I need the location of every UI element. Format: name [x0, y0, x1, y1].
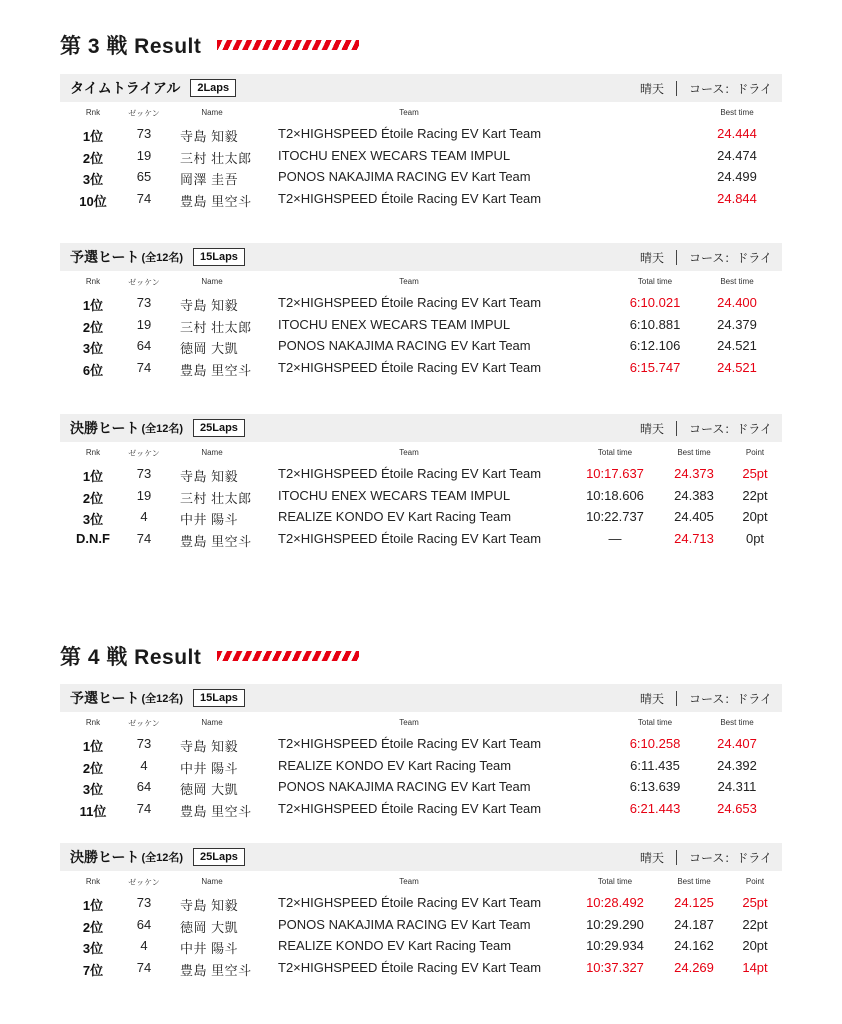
- cell-best: 24.392: [717, 757, 757, 773]
- cell-total: ―: [608, 530, 622, 546]
- participant-count: (全12名): [141, 423, 184, 435]
- cell-name: 中井 陽斗: [180, 941, 239, 956]
- cell-rank: 3位: [82, 512, 104, 527]
- round-title: [60, 641, 359, 671]
- laps-badge: 15Laps: [193, 248, 245, 266]
- header-num: ゼッケン: [128, 278, 160, 287]
- cell-num: 74: [136, 359, 152, 375]
- result-section: [60, 684, 782, 820]
- header-name: Name: [201, 718, 223, 727]
- cell-rank: 2位: [82, 919, 104, 935]
- cell-point: 22pt: [742, 487, 768, 503]
- header-team: Team: [399, 718, 419, 727]
- cell-total: 10:37.327: [586, 959, 644, 975]
- cell-num: 73: [136, 466, 152, 481]
- cell-team: PONOS NAKAJIMA RACING EV Kart Team: [278, 169, 531, 184]
- cell-team: REALIZE KONDO EV Kart Racing Team: [278, 757, 512, 773]
- header-point: Point: [745, 448, 765, 457]
- cell-rank: 3位: [82, 341, 104, 356]
- header-rank: Rnk: [85, 277, 101, 286]
- cell-rank: 3位: [82, 172, 104, 187]
- section-name: タイムトライアル: [70, 80, 181, 96]
- cell-best: 24.311: [717, 779, 757, 794]
- cell-rank: 1位: [82, 129, 104, 144]
- cell-rank: 1位: [82, 739, 104, 754]
- cell-best: 24.444: [717, 126, 757, 141]
- section-name: 予選ヒート: [70, 249, 140, 265]
- table-row: [60, 124, 782, 146]
- cell-team: PONOS NAKAJIMA RACING EV Kart Team: [278, 916, 531, 932]
- cell-name: 三村 壮太郎: [180, 490, 252, 506]
- cell-total: 10:17.637: [586, 466, 644, 481]
- course-condition: コース：ドライ: [688, 81, 772, 96]
- cell-rank: 1位: [82, 898, 104, 913]
- cell-point: 14pt: [742, 959, 768, 975]
- decorative-stripes: [217, 40, 359, 50]
- cell-rank: 1位: [82, 298, 104, 313]
- divider: [676, 691, 677, 706]
- round-heading: 第 4 戦 Result: [60, 646, 202, 669]
- cell-team: T2×HIGHSPEED Étoile Racing EV Kart Team: [278, 530, 542, 546]
- table-row: [60, 315, 782, 337]
- conditions: [640, 684, 772, 712]
- cell-total: 6:10.258: [629, 736, 681, 751]
- cell-total: 6:11.435: [630, 757, 680, 773]
- table-row: [60, 167, 782, 189]
- cell-num: 73: [136, 895, 152, 910]
- weather: 晴天: [639, 250, 664, 265]
- cell-num: 64: [136, 779, 152, 794]
- divider: [676, 81, 677, 96]
- table-row: [60, 336, 782, 358]
- cell-team: REALIZE KONDO EV Kart Racing Team: [278, 938, 512, 953]
- cell-name: 豊島 里空斗: [180, 193, 252, 209]
- cell-team: T2×HIGHSPEED Étoile Racing EV Kart Team: [278, 466, 542, 481]
- cell-team: REALIZE KONDO EV Kart Racing Team: [278, 509, 512, 524]
- table-row: [60, 958, 782, 980]
- cell-total: 10:18.606: [586, 487, 644, 503]
- laps-badge: 15Laps: [193, 689, 245, 707]
- cell-name: 中井 陽斗: [180, 760, 239, 776]
- result-rows: [60, 734, 782, 820]
- cell-best: 24.844: [717, 190, 757, 206]
- participant-count: (全12名): [141, 693, 184, 705]
- cell-team: ITOCHU ENEX WECARS TEAM IMPUL: [278, 147, 511, 163]
- cell-num: 19: [136, 147, 152, 163]
- header-total: Total time: [637, 718, 673, 727]
- header-team: Team: [399, 877, 419, 886]
- cell-num: 64: [136, 338, 152, 353]
- header-num: ゼッケン: [128, 719, 160, 728]
- cell-name: 豊島 里空斗: [180, 362, 252, 378]
- cell-best: 24.269: [674, 959, 714, 975]
- cell-rank: 10位: [79, 193, 107, 209]
- cell-total: 10:29.934: [586, 938, 644, 953]
- cell-rank: 2位: [82, 760, 104, 776]
- table-row: [60, 358, 782, 380]
- table-row: [60, 777, 782, 799]
- table-row: [60, 893, 782, 915]
- cell-best: 24.653: [717, 800, 757, 816]
- cell-rank: 1位: [82, 469, 104, 484]
- cell-best: 24.405: [674, 509, 714, 524]
- cell-point: 22pt: [742, 916, 768, 932]
- table-row: [60, 734, 782, 756]
- cell-rank: 7位: [82, 962, 104, 978]
- table-row: [60, 529, 782, 551]
- divider: [676, 421, 677, 436]
- section-header: [60, 414, 782, 442]
- header-num: ゼッケン: [128, 449, 160, 458]
- header-total: Total time: [597, 448, 633, 457]
- result-section: [60, 843, 782, 979]
- weather: 晴天: [639, 421, 664, 436]
- conditions: [640, 414, 772, 442]
- result-rows: [60, 124, 782, 210]
- cell-team: T2×HIGHSPEED Étoile Racing EV Kart Team: [278, 736, 542, 751]
- conditions: [640, 243, 772, 271]
- column-headers: [60, 277, 782, 293]
- conditions: [640, 74, 772, 102]
- round-title: [60, 30, 359, 60]
- cell-team: PONOS NAKAJIMA RACING EV Kart Team: [278, 338, 531, 353]
- cell-point: 25pt: [742, 895, 768, 910]
- cell-total: 6:12.106: [629, 338, 681, 353]
- cell-total: 10:29.290: [586, 916, 644, 932]
- section-name: 決勝ヒート: [70, 849, 140, 865]
- table-row: [60, 293, 782, 315]
- cell-name: 寺島 知毅: [180, 129, 239, 144]
- result-rows: [60, 293, 782, 379]
- cell-best: 24.521: [717, 359, 757, 375]
- cell-best: 24.383: [674, 487, 714, 503]
- course-condition: コース：ドライ: [688, 250, 772, 265]
- cell-total: 10:28.492: [586, 895, 644, 910]
- cell-rank: D.N.F: [76, 530, 110, 546]
- header-team: Team: [399, 108, 419, 117]
- table-row: [60, 146, 782, 168]
- cell-point: 20pt: [742, 509, 768, 524]
- cell-num: 74: [136, 190, 152, 206]
- cell-best: 24.379: [717, 316, 757, 332]
- cell-name: 三村 壮太郎: [180, 150, 252, 166]
- cell-best: 24.474: [717, 147, 757, 163]
- header-rank: Rnk: [85, 108, 101, 117]
- cell-best: 24.407: [717, 736, 757, 751]
- divider: [676, 250, 677, 265]
- cell-num: 74: [136, 530, 152, 546]
- column-headers: [60, 448, 782, 464]
- cell-rank: 3位: [82, 941, 104, 956]
- header-best: Best time: [677, 448, 711, 457]
- header-best: Best time: [677, 877, 711, 886]
- section-name: 決勝ヒート: [70, 420, 140, 436]
- decorative-stripes: [217, 651, 359, 661]
- cell-name: 徳岡 大凱: [180, 919, 239, 935]
- section-header: [60, 684, 782, 712]
- cell-name: 徳岡 大凱: [180, 782, 239, 797]
- cell-total: 6:10.881: [629, 316, 681, 332]
- table-row: [60, 799, 782, 821]
- section-header: [60, 243, 782, 271]
- cell-num: 74: [136, 959, 152, 975]
- cell-rank: 2位: [82, 319, 104, 335]
- cell-total: 6:10.021: [629, 295, 681, 310]
- header-name: Name: [201, 877, 223, 886]
- cell-rank: 3位: [82, 782, 104, 797]
- conditions: [640, 843, 772, 871]
- cell-best: 24.125: [674, 895, 714, 910]
- result-section: [60, 414, 782, 550]
- cell-best: 24.400: [717, 295, 757, 310]
- cell-num: 4: [140, 509, 148, 524]
- table-row: [60, 189, 782, 211]
- table-row: [60, 507, 782, 529]
- cell-num: 19: [136, 487, 152, 503]
- cell-team: T2×HIGHSPEED Étoile Racing EV Kart Team: [278, 126, 542, 141]
- header-point: Point: [745, 877, 765, 886]
- course-condition: コース：ドライ: [688, 421, 772, 436]
- cell-num: 65: [136, 169, 152, 184]
- section-header: [60, 74, 782, 102]
- cell-best: 24.373: [674, 466, 714, 481]
- cell-name: 三村 壮太郎: [180, 319, 252, 335]
- header-team: Team: [399, 448, 419, 457]
- header-team: Team: [399, 277, 419, 286]
- header-best: Best time: [720, 108, 754, 117]
- cell-name: 寺島 知毅: [180, 739, 239, 754]
- cell-name: 豊島 里空斗: [180, 962, 252, 978]
- cell-name: 徳岡 大凱: [180, 341, 239, 356]
- cell-total: 6:21.443: [629, 800, 681, 816]
- cell-best: 24.713: [674, 530, 714, 546]
- section-name: 予選ヒート: [70, 690, 140, 706]
- column-headers: [60, 718, 782, 734]
- header-name: Name: [201, 277, 223, 286]
- cell-team: ITOCHU ENEX WECARS TEAM IMPUL: [278, 487, 511, 503]
- cell-rank: 11位: [79, 803, 107, 819]
- cell-name: 豊島 里空斗: [180, 803, 252, 819]
- round-heading: 第 3 戦 Result: [60, 35, 202, 58]
- cell-num: 73: [136, 126, 152, 141]
- cell-team: T2×HIGHSPEED Étoile Racing EV Kart Team: [278, 190, 542, 206]
- cell-num: 74: [136, 800, 152, 816]
- header-best: Best time: [720, 718, 754, 727]
- header-best: Best time: [720, 277, 754, 286]
- cell-team: ITOCHU ENEX WECARS TEAM IMPUL: [278, 316, 511, 332]
- header-total: Total time: [637, 277, 673, 286]
- cell-num: 73: [136, 736, 152, 751]
- cell-rank: 2位: [82, 150, 104, 166]
- header-name: Name: [201, 448, 223, 457]
- header-total: Total time: [597, 877, 633, 886]
- table-row: [60, 464, 782, 486]
- cell-best: 24.521: [717, 338, 757, 353]
- header-name: Name: [201, 108, 223, 117]
- cell-num: 19: [136, 316, 152, 332]
- divider: [676, 850, 677, 865]
- result-rows: [60, 464, 782, 550]
- cell-rank: 2位: [82, 490, 104, 506]
- weather: 晴天: [639, 850, 664, 865]
- cell-team: T2×HIGHSPEED Étoile Racing EV Kart Team: [278, 959, 542, 975]
- cell-num: 4: [140, 757, 148, 773]
- course-condition: コース：ドライ: [688, 850, 772, 865]
- cell-team: T2×HIGHSPEED Étoile Racing EV Kart Team: [278, 359, 542, 375]
- cell-total: 6:15.747: [629, 359, 681, 375]
- cell-team: T2×HIGHSPEED Étoile Racing EV Kart Team: [278, 895, 542, 910]
- cell-best: 24.499: [717, 169, 757, 184]
- weather: 晴天: [639, 81, 664, 96]
- header-rank: Rnk: [85, 448, 101, 457]
- cell-best: 24.162: [674, 938, 714, 953]
- cell-name: 中井 陽斗: [180, 512, 239, 527]
- header-rank: Rnk: [85, 718, 101, 727]
- cell-name: 豊島 里空斗: [180, 533, 252, 549]
- cell-point: 0pt: [745, 530, 765, 546]
- course-condition: コース：ドライ: [688, 691, 772, 706]
- cell-team: T2×HIGHSPEED Étoile Racing EV Kart Team: [278, 295, 542, 310]
- cell-num: 4: [140, 938, 148, 953]
- section-header: [60, 843, 782, 871]
- participant-count: (全12名): [141, 252, 184, 264]
- laps-badge: 2Laps: [190, 79, 236, 97]
- participant-count: (全12名): [141, 852, 184, 864]
- weather: 晴天: [639, 691, 664, 706]
- cell-point: 20pt: [742, 938, 768, 953]
- result-rows: [60, 893, 782, 979]
- cell-name: 寺島 知毅: [180, 469, 239, 484]
- cell-name: 岡澤 圭吾: [180, 172, 239, 187]
- table-row: [60, 915, 782, 937]
- laps-badge: 25Laps: [193, 419, 245, 437]
- header-num: ゼッケン: [128, 878, 160, 887]
- table-row: [60, 486, 782, 508]
- cell-num: 73: [136, 295, 152, 310]
- table-row: [60, 936, 782, 958]
- cell-num: 64: [136, 916, 152, 932]
- cell-team: T2×HIGHSPEED Étoile Racing EV Kart Team: [278, 800, 542, 816]
- cell-total: 10:22.737: [586, 509, 644, 524]
- laps-badge: 25Laps: [193, 848, 245, 866]
- cell-name: 寺島 知毅: [180, 898, 239, 913]
- result-section: [60, 74, 782, 210]
- header-num: ゼッケン: [128, 109, 160, 118]
- cell-name: 寺島 知毅: [180, 298, 239, 313]
- header-rank: Rnk: [85, 877, 101, 886]
- cell-best: 24.187: [674, 916, 714, 932]
- cell-rank: 6位: [82, 362, 104, 378]
- column-headers: [60, 877, 782, 893]
- column-headers: [60, 108, 782, 124]
- result-section: [60, 243, 782, 379]
- cell-total: 6:13.639: [629, 779, 681, 794]
- cell-team: PONOS NAKAJIMA RACING EV Kart Team: [278, 779, 531, 794]
- table-row: [60, 756, 782, 778]
- cell-point: 25pt: [742, 466, 768, 481]
